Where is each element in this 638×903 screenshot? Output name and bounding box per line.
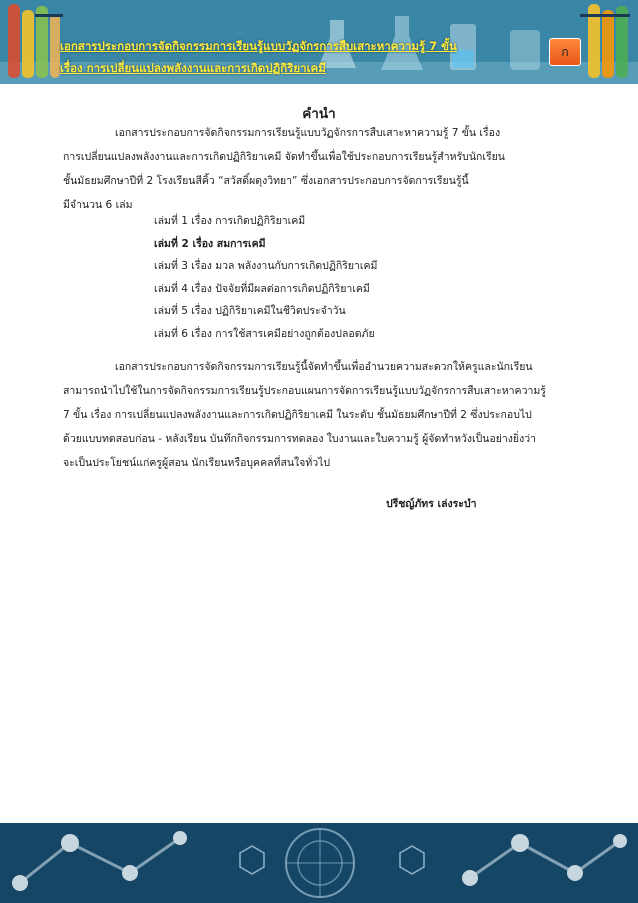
book-list [154,210,377,345]
intro-line: ชั้นมัธยมศึกษาปีที่ 2 โรงเรียนสีคิ้ว “สวัสดิ์ผดุงวิทยา” ซึ่งเอกสารประกอบการจัดการเรียนรู้นี้ [63,175,469,187]
closing-line: สามารถนำไปใช้ในการจัดกิจกรรมการเรียนรู้ประกอบแผนการจัดการเรียนรู้แบบวัฏจักรการสืบเสาะหาความรู้ [63,385,546,397]
intro-paragraph [63,121,560,217]
header-title-line2: เรื่อง การเปลี่ยนแปลงพลังงานและการเกิดปฏิกิริยาเคมี [60,61,326,75]
book-list-item: เล่มที่ 5 เรื่อง ปฏิกิริยาเคมีในชีวิตประจำวัน [154,305,346,317]
closing-line: ด้วยแบบทดสอบก่อน - หลังเรียน บันทึกกิจกรรมการทดลอง ใบงานและใบความรู้ ผู้จัดทำหวังเป็นอย่างยิ่งว่า [63,433,537,445]
intro-line: เอกสารประกอบการจัดกิจกรรมการเรียนรู้แบบวัฏจักรการสืบเสาะหาความรู้ 7 ขั้น เรื่อง [115,127,501,139]
page-title: คำนำ [302,106,336,122]
header-banner [0,0,638,84]
closing-line: เอกสารประกอบการจัดกิจกรรมการเรียนรู้นี้จัดทำขึ้นเพื่ออำนวยความสะดวกให้ครูและนักเรียน [115,361,533,373]
book-list-item: เล่มที่ 4 เรื่อง ปัจจัยที่มีผลต่อการเกิดปฏิกิริยาเคมี [154,282,370,295]
header-title-line1: เอกสารประกอบการจัดกิจกรรมการเรียนรู้แบบวัฏจักรการสืบเสาะหาความรู้ 7 ขั้น [60,39,457,53]
book-list-item: เล่มที่ 6 เรื่อง การใช้สารเคมีอย่างถูกต้องปลอดภัย [154,327,375,340]
book-list-item: เล่มที่ 1 เรื่อง การเกิดปฏิกิริยาเคมี [154,215,306,227]
book-list-item: เล่มที่ 2 เรื่อง สมการเคมี [154,237,266,250]
footer-banner [0,823,638,903]
page-number-badge: ก [549,38,581,66]
closing-line: จะเป็นประโยชน์แก่ครูผู้สอน นักเรียนหรือบุคคลที่สนใจทั่วไป [63,457,331,469]
molecule-illustration [0,823,638,903]
author-signature: ปรีชญ์ภัทร เล่งระบำ [386,498,477,510]
closing-line: 7 ขั้น เรื่อง การเปลี่ยนแปลงพลังงานและการเกิดปฏิกิริยาเคมี ในระดับ ชั้นมัธยมศึกษาปีที่ 2 ซึ่งประกอบไป [63,409,532,421]
intro-line: การเปลี่ยนแปลงพลังงานและการเกิดปฏิกิริยาเคมี จัดทำขึ้นเพื่อใช้ประกอบการเรียนรู้สำหรับนักเรียน [63,151,505,163]
intro-line: มีจำนวน 6 เล่ม [63,199,133,211]
closing-paragraph [63,355,560,475]
book-list-item: เล่มที่ 3 เรื่อง มวล พลังงานกับการเกิดปฏิกิริยาเคมี [154,260,378,272]
